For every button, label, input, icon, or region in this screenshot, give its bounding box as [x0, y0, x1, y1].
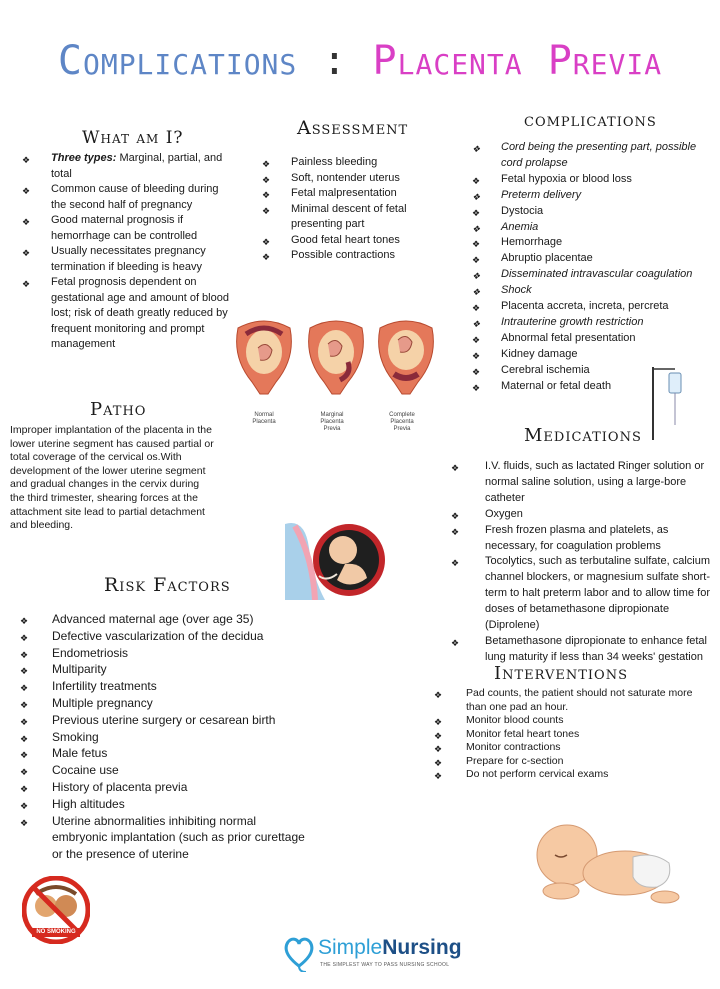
list-item: ❖ Infertility treatments — [18, 678, 310, 695]
caption-complete: Complete Placenta Previa — [389, 412, 415, 432]
list-item: ❖ Maternal or fetal death — [472, 379, 712, 395]
list-item: ❖ Preterm delivery — [472, 188, 712, 204]
list-item: ❖ Multiparity — [18, 661, 310, 678]
list-item: ❖ Monitor blood counts — [434, 714, 696, 728]
logo-wordmark — [318, 936, 462, 960]
list-item: ❖ Anemia — [472, 220, 712, 236]
uterus-complete-icon — [379, 321, 434, 394]
placenta-diagram — [232, 318, 442, 400]
logo-nursing: Nursing — [382, 936, 462, 959]
list-item: ❖ Monitor fetal heart tones — [434, 728, 696, 742]
list-item: ❖ Kidney damage — [472, 347, 712, 363]
interventions-list — [434, 687, 696, 782]
caption-normal: Normal Placenta — [252, 412, 276, 425]
what-am-i-list — [22, 151, 234, 353]
list-item: ❖ Male fetus — [18, 745, 310, 762]
complications-heading: complications — [524, 110, 657, 131]
title-part-2: Placenta Previa — [372, 38, 663, 84]
list-item: ❖ Possible contractions — [262, 248, 442, 264]
no-smoking-label: NO SMOKING — [32, 928, 80, 937]
uterus-normal-icon — [237, 321, 292, 394]
list-item: ❖ Oxygen — [449, 507, 711, 523]
list-item: ❖ Cerebral ischemia — [472, 363, 712, 379]
title-part-1: Complications — [57, 38, 298, 84]
assessment-heading: Assessment — [297, 117, 409, 139]
list-item: ❖ Do not perform cervical exams — [434, 768, 696, 782]
list-item: ❖ Fetal hypoxia or blood loss — [472, 172, 712, 188]
list-item: ❖ Placenta accreta, increta, percreta — [472, 299, 712, 315]
list-item: ❖ Fresh frozen plasma and platelets, as necessary, for coagulation problems — [449, 523, 711, 555]
list-item: ❖ Smoking — [18, 729, 310, 746]
logo-tagline: THE SIMPLEST WAY TO PASS NURSING SCHOOL — [320, 962, 450, 968]
list-item: ❖ Cord being the presenting part, possible cord prolapse — [472, 140, 712, 172]
list-item: ❖ Minimal descent of fetal presenting part — [262, 202, 442, 233]
list-item: ❖ Soft, nontender uterus — [262, 171, 442, 187]
list-item: ❖ Endometriosis — [18, 645, 310, 662]
list-item: ❖ Advanced maternal age (over age 35) — [18, 611, 310, 628]
page-title — [0, 38, 720, 84]
list-item: ❖ Fetal malpresentation — [262, 186, 442, 202]
list-item: ❖ Painless bleeding — [262, 155, 442, 171]
what-am-i-heading: What am I? — [82, 128, 184, 148]
list-item: ❖ Previous uterine surgery or cesarean birth — [18, 712, 310, 729]
list-item: ❖ Multiple pregnancy — [18, 695, 310, 712]
list-item: ❖ Uterine abnormalities inhibiting normal embryonic implantation (such as prior curettage or the presence of uterine — [18, 813, 310, 863]
list-item: ❖ Abnormal fetal presentation — [472, 331, 712, 347]
fetus-illustration — [285, 518, 393, 600]
stethoscope-heart-icon — [282, 932, 316, 972]
list-item: ❖ Prepare for c-section — [434, 755, 696, 769]
logo-simple: Simple — [318, 936, 383, 959]
list-item: ❖ Intrauterine growth restriction — [472, 315, 712, 331]
caption-marginal: Marginal Placenta Previa — [320, 412, 344, 432]
list-item: ❖ Disseminated intravascular coagulation — [472, 267, 712, 283]
sleeping-baby-illustration — [515, 815, 685, 905]
simplenursing-logo — [282, 932, 472, 982]
list-item: ❖ Usually necessitates pregnancy termination if bleeding is heavy — [22, 244, 234, 275]
complications-list — [472, 140, 712, 395]
list-item: ❖ Good maternal prognosis if hemorrhage can be controlled — [22, 213, 234, 244]
medications-heading: Medications — [524, 425, 642, 446]
list-item: ❖ Dystocia — [472, 204, 712, 220]
title-separator: : — [322, 38, 348, 84]
list-item: ❖ Monitor contractions — [434, 741, 696, 755]
no-smoking-sign — [22, 876, 90, 944]
list-item: ❖ Tocolytics, such as terbutaline sulfate, calcium channel blockers, or magnesium sulfate short-term to halt preterm labor and to allow time for doses of betamethasone dipropionate (Diprolene) — [449, 554, 711, 634]
patho-heading: Patho — [90, 399, 147, 420]
medications-list — [449, 459, 711, 666]
list-item: ❖ Shock — [472, 283, 712, 299]
list-item: ❖ Defective vascularization of the decidua — [18, 628, 310, 645]
list-item: ❖ Common cause of bleeding during the second half of pregnancy — [22, 182, 234, 213]
list-item: ❖ Abruptio placentae — [472, 251, 712, 267]
list-item: ❖ Good fetal heart tones — [262, 233, 442, 249]
list-item: ❖ Cocaine use — [18, 762, 310, 779]
uterus-marginal-icon — [309, 321, 364, 394]
assessment-list — [262, 155, 442, 264]
list-item: ❖ I.V. fluids, such as lactated Ringer solution or normal saline solution, using a large-bore catheter — [449, 459, 711, 507]
list-item: ❖ High altitudes — [18, 796, 310, 813]
list-item: ❖ Hemorrhage — [472, 235, 712, 251]
risk-factors-heading: Risk Factors — [104, 574, 231, 596]
risk-factors-list — [18, 611, 310, 863]
list-item: ❖ History of placenta previa — [18, 779, 310, 796]
patho-text: Improper implantation of the placenta in the lower uterine segment has caused partial or total coverage of the cervical os.With development of the lower uterine segment and gradual changes in the cervix during the third trimester, shearing forces at the attachment site lead to partial detachment and bleeding. — [10, 424, 214, 532]
list-item: ❖ Pad counts, the patient should not saturate more than one pad an hour. — [434, 687, 696, 714]
list-item: ❖ Fetal prognosis dependent on gestational age and amount of blood lost; risk of death greatly reduced by frequent monitoring and prompt management — [22, 275, 234, 353]
iv-stand-illustration — [645, 365, 685, 440]
list-item: ❖ Three types: Marginal, partial, and total — [22, 151, 234, 182]
list-item: ❖ Betamethasone dipropionate to enhance fetal lung maturity if less than 34 weeks' gestation — [449, 634, 711, 666]
interventions-heading: Interventions — [494, 663, 628, 684]
